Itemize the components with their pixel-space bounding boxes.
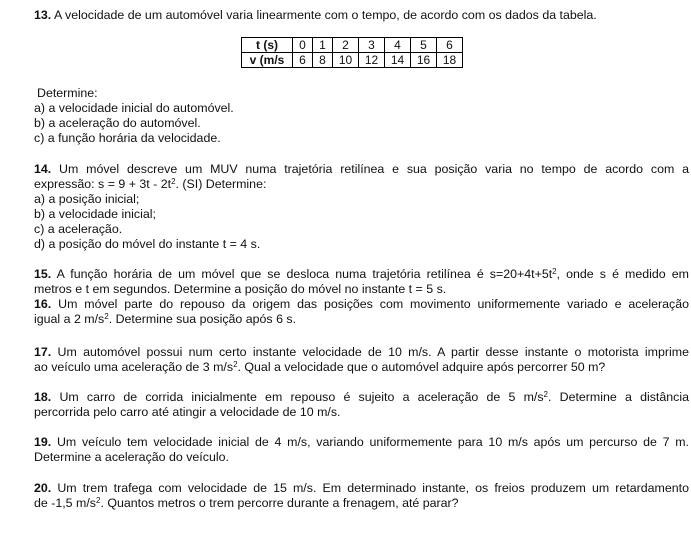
question-19-line-2: Determine a aceleração do veículo. (34, 450, 229, 464)
question-17 (34, 345, 689, 375)
table-row-velocity (242, 53, 463, 68)
question-17-line-2 (34, 360, 689, 375)
question-19-number: 19. (34, 435, 52, 449)
superscript: 2 (543, 390, 548, 399)
superscript: 2 (233, 360, 238, 369)
table-cell: 12 (359, 53, 385, 68)
table-cell: 16 (411, 53, 437, 68)
question-18-number: 18. (34, 390, 52, 404)
question-16-text: Um móvel parte do repouso da origem das posições com movimento uniformemente variado e aceleração (58, 297, 689, 311)
question-18-text: Um carro de corrida inicialmente em repouso é sujeito a aceleração de 5 m/s (59, 390, 544, 404)
question-13-item-a: a) a velocidade inicial do automóvel. (34, 101, 234, 115)
table-cell: 8 (313, 53, 333, 68)
question-16-line-1 (34, 297, 689, 312)
question-19-text: Um veículo tem velocidade inicial de 4 m/s, variando uniformemente para 10 m/s após um percurso de 7 m. (56, 435, 689, 449)
question-13 (34, 8, 689, 23)
question-20-line-2 (34, 496, 689, 511)
table-row-time (242, 38, 463, 53)
question-20-deceleration: de -1,5 m/s (34, 496, 96, 510)
table-header-velocity: v (m/s (242, 53, 293, 68)
question-16-acceleration: igual a 2 m/s (34, 312, 105, 326)
question-15-line-1 (34, 267, 689, 282)
question-15-16 (34, 267, 689, 327)
table-cell: 2 (333, 38, 359, 53)
question-14-determine: . (SI) Determine: (175, 177, 267, 191)
question-15-number: 15. (34, 267, 52, 281)
question-15-text: A função horária de um móvel que se desloca numa trajetória retilínea é s=20+4t+5t (56, 267, 553, 281)
superscript: 2 (171, 177, 176, 186)
question-14 (34, 162, 689, 252)
table-cell: 3 (359, 38, 385, 53)
question-14-number: 14. (34, 162, 52, 176)
table-cell: 4 (385, 38, 411, 53)
question-13-item-c: c) a função horária da velocidade. (34, 131, 221, 145)
table-header-time: t (s) (242, 38, 293, 53)
question-14-item-c: c) a aceleração. (34, 222, 123, 236)
question-13-items (34, 86, 689, 146)
question-13-item-b: b) a aceleração do automóvel. (34, 116, 201, 130)
superscript: 2 (95, 496, 101, 505)
question-16-text-end: . Determine sua posição após 6 s. (108, 312, 297, 326)
velocity-time-table (241, 37, 463, 68)
table-cell: 18 (437, 53, 463, 68)
question-13-number: 13. (34, 8, 52, 22)
question-14-expression: expressão: s = 9 + 3t - 2t (34, 177, 172, 191)
question-13-statement (34, 8, 689, 23)
question-16-number: 16. (34, 297, 52, 311)
question-17-number: 17. (34, 345, 52, 359)
question-19 (34, 435, 689, 465)
question-18-text-end: . Determine a distância (547, 390, 689, 404)
question-17-text-end: . Qual a velocidade que o automóvel adquire após percorrer 50 m? (237, 360, 606, 374)
question-13-determine: Determine: (37, 86, 98, 100)
table-cell: 6 (293, 53, 313, 68)
question-19-line-1 (34, 435, 689, 450)
question-20-text-end: . Quantos metros o trem percorre durante a frenagem, até parar? (100, 496, 459, 510)
question-14-line-2 (34, 177, 689, 192)
question-14-text: Um móvel descreve um MUV numa trajetória retilínea e sua posição varia no tempo de acordo com a (59, 162, 689, 176)
question-15-line-2: metros e t em segundos. Determine a posição do móvel no instante t = 5 s. (34, 282, 447, 296)
question-18 (34, 390, 689, 420)
question-15-text-end: , onde s é medido em (556, 267, 689, 281)
question-20-text: Um trem trafega com velocidade de 15 m/s. Em determinado instante, os freios produzem um retardamento (57, 481, 689, 495)
question-18-line-1 (34, 390, 689, 405)
question-13-text: A velocidade de um automóvel varia linearmente com o tempo, de acordo com os dados da tabela. (54, 8, 597, 22)
question-14-item-b: b) a velocidade inicial; (34, 207, 156, 221)
superscript: 2 (104, 312, 109, 321)
question-14-item-d: d) a posição do móvel do instante t = 4 s. (34, 237, 261, 251)
question-14-line-1 (34, 162, 689, 177)
table-cell: 5 (411, 38, 437, 53)
question-18-line-2: percorrida pelo carro até atingir a velocidade de 10 m/s. (34, 405, 341, 419)
question-17-line-1 (34, 345, 689, 360)
table-cell: 14 (385, 53, 411, 68)
question-20-number: 20. (34, 481, 52, 495)
question-17-acceleration: ao veículo uma aceleração de 3 m/s (34, 360, 234, 374)
question-16-line-2 (34, 312, 689, 327)
table-cell: 6 (437, 38, 463, 53)
superscript: 2 (552, 267, 557, 276)
question-17-text: Um automóvel possui num certo instante velocidade de 10 m/s. A partir desse instante o motorista imprime (57, 345, 689, 359)
question-20 (34, 481, 689, 511)
question-20-line-1 (34, 481, 689, 496)
table-cell: 10 (333, 53, 359, 68)
table-cell: 0 (293, 38, 313, 53)
question-14-item-a: a) a posição inicial; (34, 192, 140, 206)
table-cell: 1 (313, 38, 333, 53)
